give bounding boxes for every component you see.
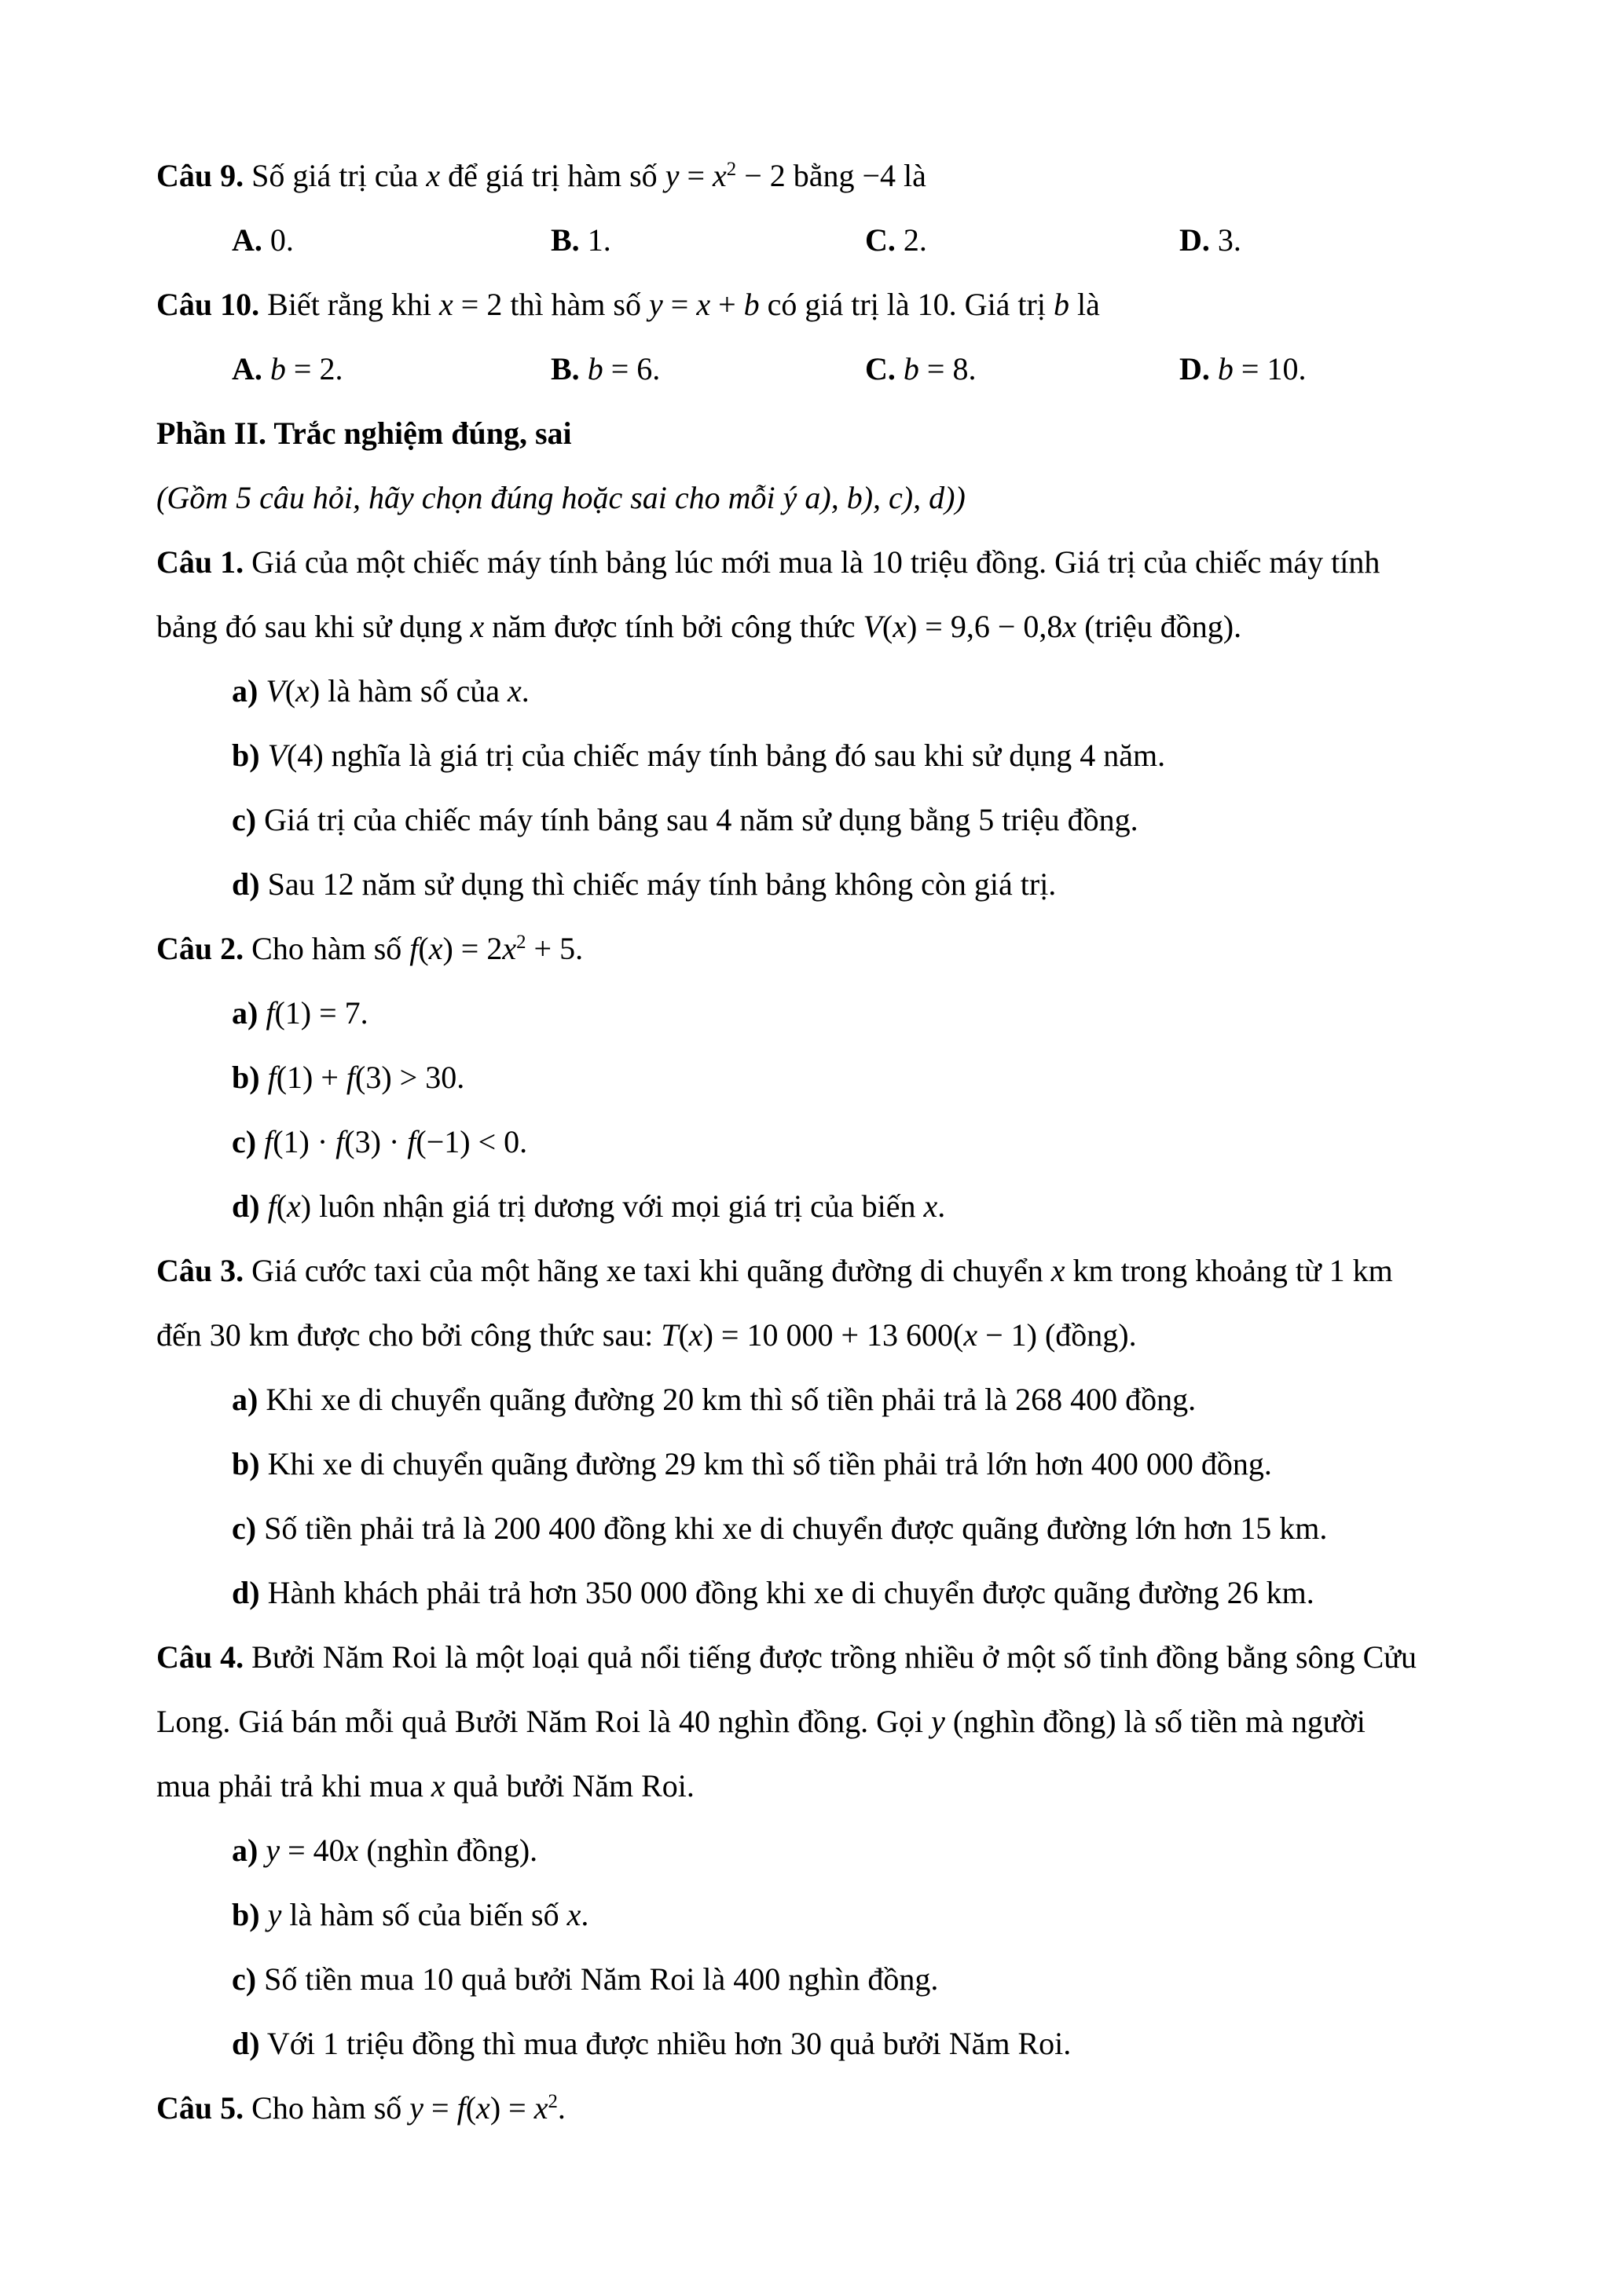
text-segment: x [431,1768,445,1803]
text-segment: (3) · [344,1124,408,1159]
text-segment: Câu 5. [156,2090,244,2126]
text-segment: . [937,1188,946,1224]
text-segment: x [1062,609,1077,644]
question-1-item-d [156,852,1569,917]
text-segment: 0. [262,222,294,258]
text-segment: Câu 1. [156,544,244,580]
text-segment: y [267,1897,282,1932]
text-segment: b) [232,738,260,773]
text-segment: ) = 9,6 − 0,8 [906,609,1063,644]
text-segment: 2 [548,2091,558,2113]
question-2-item-a [156,981,1569,1045]
text-segment: B. [551,222,580,258]
text-segment: D. [1179,351,1210,386]
text-segment: (1) = 7. [274,995,368,1031]
text-segment: V [266,673,285,709]
text-segment: x [502,931,517,966]
text-segment: f [335,1124,345,1159]
text-segment: 3. [1209,222,1241,258]
text-segment: = 2. [285,351,343,386]
text-segment: (3) > 30. [355,1060,465,1095]
text-segment: = 6. [603,351,661,386]
part-2-heading [156,401,1569,466]
question-3-item-a [156,1368,1569,1432]
text-segment: x [344,1833,359,1868]
text-segment: = 10. [1233,351,1307,386]
text-segment: y [266,1833,280,1868]
question-1-item-b [156,723,1569,788]
question-4-item-a [156,1818,1569,1883]
text-segment: x [508,673,522,709]
question-10-options-b [551,337,865,401]
text-segment: (−1) < 0. [416,1124,528,1159]
text-segment: b [269,351,286,386]
text-segment: V [267,738,288,773]
text-segment: năm được tính bởi công thức [484,609,863,644]
text-segment [1210,351,1218,386]
text-segment [258,673,266,709]
text-segment: C. [865,222,896,258]
text-segment: (1) · [273,1124,336,1159]
question-9-options [156,208,1569,273]
question-2 [156,917,1569,981]
text-segment: . [557,2090,566,2126]
text-segment [896,351,904,386]
text-segment: x [476,2090,490,2126]
text-segment [260,1060,268,1095]
text-segment: (nghìn đồng) là số tiền mà người [944,1704,1366,1739]
text-segment: Số giá trị của [244,158,427,193]
text-segment: (triệu đồng). [1076,609,1242,644]
text-segment: c) [232,1511,257,1546]
text-segment: Cho hàm số [244,931,410,966]
text-segment: y [931,1704,945,1739]
text-segment: quả bưởi Năm Roi. [445,1768,695,1803]
question-5 [156,2076,1569,2140]
text-segment: b [743,287,760,322]
text-segment: y [648,287,663,322]
text-segment: b) [232,1897,260,1932]
text-segment: x [470,609,485,644]
text-segment: ) = 2 [442,931,503,966]
text-segment: x [696,287,711,322]
text-segment: x [923,1188,938,1224]
text-segment: Câu 2. [156,931,244,966]
text-segment: . [581,1897,589,1932]
text-segment: x [533,2090,548,2126]
question-10-options-a [232,337,551,401]
text-segment: c) [232,802,257,837]
question-9-options-a [232,208,551,273]
text-segment: D. [1179,222,1210,258]
question-3-item-b [156,1432,1569,1496]
text-segment: ) = 10 000 + 13 600( [702,1317,964,1353]
text-segment: có giá trị là 10. Giá trị [759,287,1054,322]
text-segment: Câu 3. [156,1253,244,1288]
text-segment: = 2 thì hàm số [453,287,649,322]
text-segment: x [713,158,727,193]
text-segment [262,351,270,386]
text-segment: 1. [579,222,611,258]
question-4-item-c [156,1947,1569,2012]
text-segment: Phần II. Trắc nghiệm đúng, sai [156,416,572,451]
text-segment: Bưởi Năm Roi là một loại quả nổi tiếng được trồng nhiều ở một số tỉnh đồng bằng sông Cửu [244,1639,1417,1675]
text-segment: f [346,1060,356,1095]
text-segment: Số tiền mua 10 quả bưởi Năm Roi là 400 nghìn đồng. [256,1961,939,1997]
question-2-item-d [156,1174,1569,1239]
question-3-item-c [156,1496,1569,1561]
text-segment: 2 [516,932,526,954]
text-segment: − 1) (đồng). [977,1317,1137,1353]
text-segment: ( [678,1317,689,1353]
text-segment: a) [232,673,258,709]
text-segment: (4) nghĩa là giá trị của chiếc máy tính bảng đó sau khi sử dụng 4 năm. [287,738,1166,773]
text-segment: km trong khoảng từ 1 km [1065,1253,1393,1288]
text-segment: B. [551,351,580,386]
text-segment: = 8. [918,351,977,386]
text-segment [260,1188,268,1224]
question-4-item-b [156,1883,1569,1947]
text-segment: f [409,931,419,966]
text-segment: + [710,287,744,322]
question-9-options-c [865,208,1179,273]
question-2-item-b [156,1045,1569,1110]
question-2-item-c [156,1110,1569,1174]
text-segment: là hàm số của biến số [281,1897,567,1932]
text-segment: x [566,1897,581,1932]
text-segment: y [665,158,680,193]
text-segment: c) [232,1961,257,1997]
text-segment: d) [232,866,260,902]
text-segment: x [426,158,441,193]
question-9 [156,144,1569,208]
question-3-line-2 [156,1303,1569,1368]
question-3-item-d [156,1561,1569,1625]
text-segment: Khi xe di chuyển quãng đường 29 km thì số tiền phải trả lớn hơn 400 000 đồng. [259,1446,1272,1481]
text-segment [258,1833,266,1868]
text-segment: V [863,609,882,644]
text-segment: A. [232,222,262,258]
text-segment: x [1050,1253,1065,1288]
text-segment: b) [232,1060,260,1095]
text-segment: Câu 10. [156,287,260,322]
text-segment: b [587,351,603,386]
question-1-item-a [156,659,1569,723]
text-segment: ( [418,931,429,966]
text-segment: x [893,609,907,644]
text-segment: Hành khách phải trả hơn 350 000 đồng khi xe di chuyển được quãng đường 26 km. [259,1575,1314,1610]
text-segment: A. [232,351,262,386]
text-segment: f [267,1060,277,1095]
text-segment: Khi xe di chuyển quãng đường 20 km thì số tiền phải trả là 268 400 đồng. [258,1382,1197,1417]
question-9-options-b [551,208,865,273]
text-segment: đến 30 km được cho bởi công thức sau: [156,1317,662,1353]
question-10-options-d [1179,337,1306,401]
text-segment: b [903,351,919,386]
text-segment: x [287,1188,301,1224]
text-segment: − 2 bằng −4 là [736,158,926,193]
text-segment: f [267,1188,277,1224]
text-segment: Với 1 triệu đồng thì mua được nhiều hơn 30 quả bưởi Năm Roi. [259,2026,1072,2061]
text-segment: d) [232,2026,260,2061]
text-segment [260,738,268,773]
text-segment: x [439,287,453,322]
text-segment: b) [232,1446,260,1481]
text-segment: d) [232,1575,260,1610]
text-segment: x [688,1317,703,1353]
part-2-note [156,466,1569,530]
question-3-line-1 [156,1239,1569,1303]
text-segment: f [264,1124,273,1159]
question-4-line-2 [156,1690,1569,1754]
text-segment: là [1069,287,1100,322]
question-4-line-1 [156,1625,1569,1690]
question-4-line-3 [156,1754,1569,1818]
text-segment: Giá trị của chiếc máy tính bảng sau 4 năm sử dụng bằng 5 triệu đồng. [256,802,1138,837]
text-segment: b [1053,287,1069,322]
text-segment: Số tiền phải trả là 200 400 đồng khi xe di chuyển được quãng đường lớn hơn 15 km. [256,1511,1328,1546]
text-segment: (nghìn đồng). [358,1833,538,1868]
text-segment: Giá cước taxi của một hãng xe taxi khi quãng đường di chuyển [244,1253,1051,1288]
text-segment: 2. [895,222,927,258]
question-1-line-1 [156,530,1569,595]
text-segment: ( [882,609,893,644]
text-segment: (1) + [276,1060,346,1095]
text-segment: c) [232,1124,257,1159]
text-segment: Long. Giá bán mỗi quả Bưởi Năm Roi là 40 nghìn đồng. Gọi [156,1704,932,1739]
text-segment: y [409,2090,424,2126]
text-segment: = 40 [280,1833,345,1868]
text-segment: Sau 12 năm sử dụng thì chiếc máy tính bảng không còn giá trị. [259,866,1057,902]
text-segment: 2 [726,159,737,181]
text-segment: d) [232,1188,260,1224]
text-segment: b [1217,351,1234,386]
text-segment [258,995,266,1031]
question-10-options-c [865,337,1179,401]
text-segment: ) luôn nhận giá trị dương với mọi giá trị của biến [300,1188,924,1224]
text-segment: = [423,2090,457,2126]
text-segment: x [428,931,443,966]
text-segment [260,1897,268,1932]
text-segment: ( [284,673,296,709]
text-segment: bảng đó sau khi sử dụng [156,609,471,644]
text-segment: (Gồm 5 câu hỏi, hãy chọn đúng hoặc sai cho mỗi ý a), b), c), d)) [156,480,966,515]
text-segment: + 5. [526,931,584,966]
text-segment: mua phải trả khi mua [156,1768,431,1803]
question-1-item-c [156,788,1569,852]
text-segment: . [521,673,530,709]
text-segment: T [661,1317,679,1353]
question-10 [156,273,1569,337]
text-segment: ) là hàm số của [309,673,508,709]
question-1-line-2 [156,595,1569,659]
text-segment: Cho hàm số [244,2090,410,2126]
text-segment: ) = [489,2090,534,2126]
text-segment: Câu 4. [156,1639,244,1675]
text-segment [580,351,588,386]
text-segment: x [963,1317,978,1353]
question-10-options [156,337,1569,401]
question-9-options-d [1179,208,1241,273]
text-segment: ( [465,2090,477,2126]
text-segment: Giá của một chiếc máy tính bảng lúc mới mua là 10 triệu đồng. Giá trị của chiếc máy tính [244,544,1380,580]
text-segment: C. [865,351,896,386]
text-segment: a) [232,1833,258,1868]
text-segment: f [266,995,275,1031]
text-segment: = [679,158,713,193]
text-segment: ( [276,1188,288,1224]
question-4-item-d [156,2012,1569,2076]
text-segment: a) [232,1382,258,1417]
text-segment: Biết rằng khi [259,287,439,322]
text-segment: a) [232,995,258,1031]
text-segment: để giá trị hàm số [440,158,665,193]
text-segment: Câu 9. [156,158,244,193]
text-segment: x [295,673,310,709]
text-segment: = [662,287,697,322]
text-segment [256,1124,264,1159]
text-segment: f [407,1124,416,1159]
text-segment: f [456,2090,466,2126]
